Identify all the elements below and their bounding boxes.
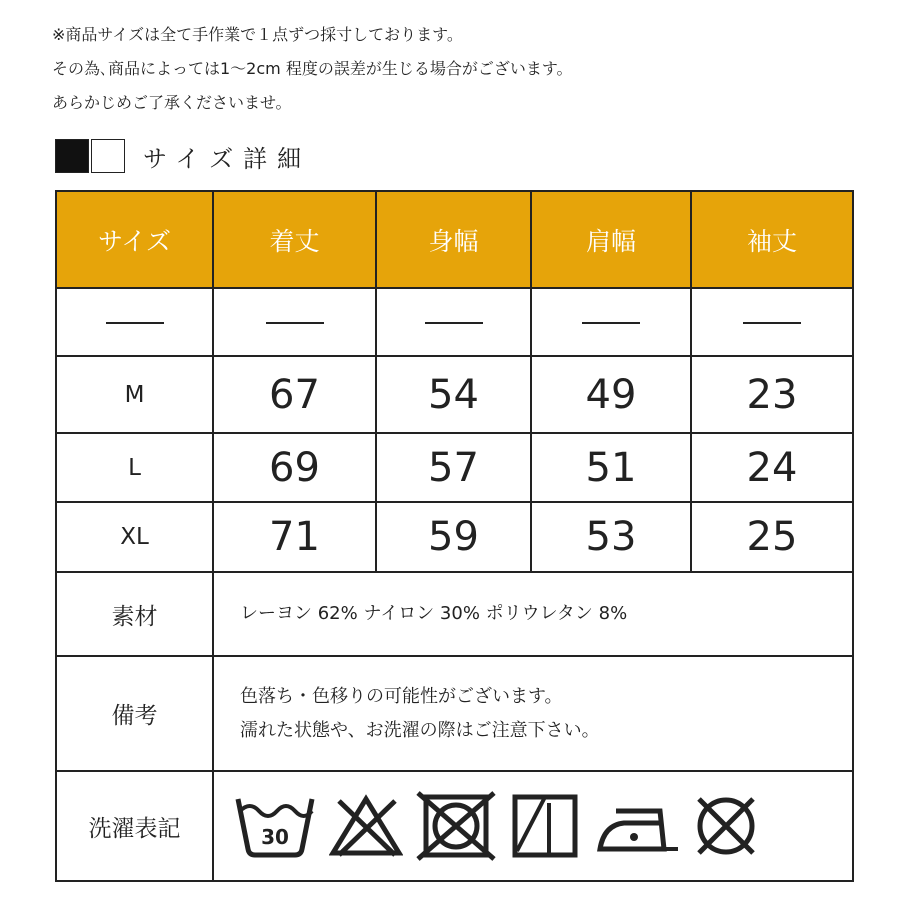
note-line: その為､商品によっては1～2cm 程度の誤差が生じる場合がございます。 <box>52 59 573 78</box>
white-square-icon <box>91 139 125 173</box>
remarks-row <box>56 656 853 771</box>
dash-line <box>582 322 640 324</box>
value-cell: 59 <box>376 502 531 572</box>
size-table <box>55 190 854 882</box>
value-cell: 23 <box>691 356 853 433</box>
header-length: 着丈 <box>213 191 376 288</box>
wash-30-icon <box>234 791 316 861</box>
value-cell: 49 <box>531 356 691 433</box>
wash-temp-label: 30 <box>261 825 289 849</box>
no-bleach-icon <box>329 791 403 861</box>
dash-line <box>743 322 801 324</box>
size-label: L <box>56 433 213 502</box>
note-line: あらかじめご了承くださいませ。 <box>52 93 292 112</box>
table-row <box>56 433 853 502</box>
material-value: レーヨン 62% ナイロン 30% ポリウレタン 8% <box>213 572 853 656</box>
size-label: M <box>56 356 213 433</box>
value-cell: 53 <box>531 502 691 572</box>
remarks-line: 色落ち・色移りの可能性がございます。 <box>240 685 563 707</box>
remarks-line: 濡れた状態や、お洗濯の際はご注意下さい。 <box>240 719 600 741</box>
size-label: XL <box>56 502 213 572</box>
value-cell: 67 <box>213 356 376 433</box>
care-label: 洗濯表記 <box>56 771 213 881</box>
heading-text: サイズ詳細 <box>143 144 312 173</box>
value-cell: 57 <box>376 433 531 502</box>
material-label: 素材 <box>56 572 213 656</box>
care-icons <box>213 771 853 881</box>
black-square-icon <box>55 139 89 173</box>
no-dry-clean-icon <box>693 791 759 861</box>
table-row <box>56 288 853 356</box>
table-row <box>56 356 853 433</box>
header-width: 身幅 <box>376 191 531 288</box>
value-cell: 25 <box>691 502 853 572</box>
value-cell: 71 <box>213 502 376 572</box>
header-sleeve: 袖丈 <box>691 191 853 288</box>
remarks-label: 備考 <box>56 656 213 771</box>
dash-line <box>425 322 483 324</box>
material-row <box>56 572 853 656</box>
header-size: サイズ <box>56 191 213 288</box>
header-shoulder: 肩幅 <box>531 191 691 288</box>
value-cell: 24 <box>691 433 853 502</box>
value-cell: 51 <box>531 433 691 502</box>
size-details-heading <box>55 138 311 174</box>
dash-line <box>266 322 324 324</box>
value-cell: 69 <box>213 433 376 502</box>
care-row <box>56 771 853 881</box>
table-row <box>56 502 853 572</box>
drip-dry-icon <box>509 791 581 861</box>
table-header-row <box>56 191 853 288</box>
low-iron-icon <box>594 791 680 861</box>
value-cell: 54 <box>376 356 531 433</box>
no-tumble-dry-icon <box>416 791 496 861</box>
note-line: ※商品サイズは全て手作業で１点ずつ採寸しております。 <box>52 25 463 44</box>
dash-line <box>106 322 164 324</box>
size-notes <box>52 18 573 120</box>
remarks-cell <box>213 656 853 771</box>
